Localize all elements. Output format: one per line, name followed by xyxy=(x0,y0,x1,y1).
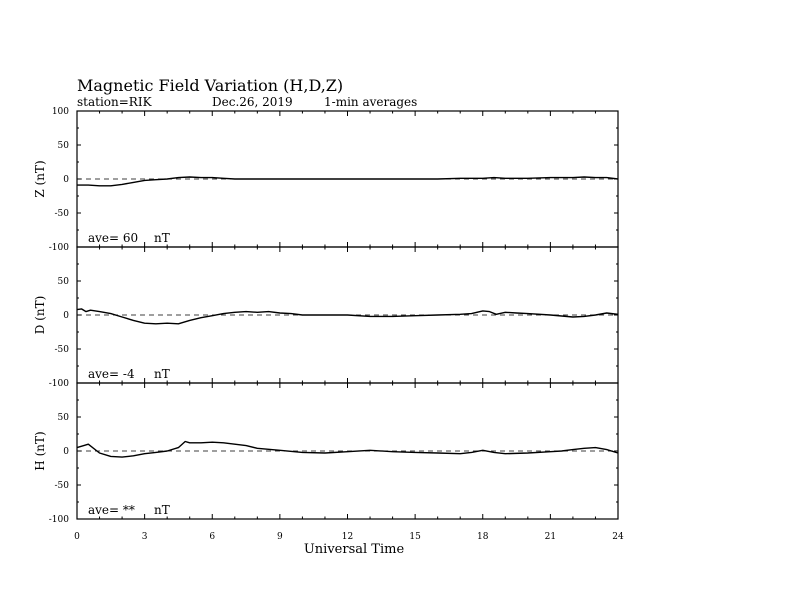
x-tick-label: 9 xyxy=(277,532,283,542)
y-tick-label: 0 xyxy=(63,311,69,321)
x-tick-label: 15 xyxy=(409,532,421,542)
y-tick-label: -50 xyxy=(54,481,69,491)
x-tick-label: 6 xyxy=(209,532,216,542)
x-tick-label: 12 xyxy=(341,532,354,542)
y-tick-label: 0 xyxy=(63,175,69,185)
series-line xyxy=(77,177,618,186)
date-label: Dec.26, 2019 xyxy=(212,95,293,109)
series-line xyxy=(77,309,618,324)
x-tick-label: 0 xyxy=(74,532,80,542)
y-tick-label: 100 xyxy=(51,107,69,117)
y-axis-label: Z (nT) xyxy=(33,160,47,198)
y-tick-label: -50 xyxy=(54,209,69,219)
panel-1 xyxy=(33,107,618,253)
ave-label: ave= -4 xyxy=(88,367,135,381)
y-tick-label: -100 xyxy=(48,379,69,389)
series-line xyxy=(77,442,618,458)
y-tick-label: 50 xyxy=(57,413,69,423)
y-tick-label: -100 xyxy=(48,515,69,525)
ave-label: ave= ** xyxy=(88,503,135,517)
x-axis xyxy=(74,532,624,542)
figure-title: Magnetic Field Variation (H,D,Z) xyxy=(77,76,344,95)
averaging-label: 1-min averages xyxy=(324,95,418,109)
y-axis-label: D (nT) xyxy=(33,295,47,335)
x-tick-label: 24 xyxy=(612,532,624,542)
x-axis-label: Universal Time xyxy=(303,542,405,557)
ave-label: ave= 60 xyxy=(88,231,139,245)
ave-unit: nT xyxy=(154,367,170,381)
ave-unit: nT xyxy=(154,503,170,517)
chart-panels xyxy=(33,107,618,525)
x-tick-label: 3 xyxy=(141,532,148,542)
x-tick-label: 18 xyxy=(477,532,489,542)
x-tick-label: 21 xyxy=(544,532,557,542)
station-label: station=RIK xyxy=(77,95,152,109)
y-tick-label: 0 xyxy=(63,447,69,457)
ave-unit: nT xyxy=(154,231,170,245)
y-tick-label: -100 xyxy=(48,243,69,253)
panel-3 xyxy=(33,383,618,525)
panel-2 xyxy=(33,247,618,389)
y-tick-label: -50 xyxy=(54,345,69,355)
y-tick-label: 50 xyxy=(57,141,69,151)
y-tick-label: 50 xyxy=(57,277,69,287)
y-axis-label: H (nT) xyxy=(33,431,47,471)
